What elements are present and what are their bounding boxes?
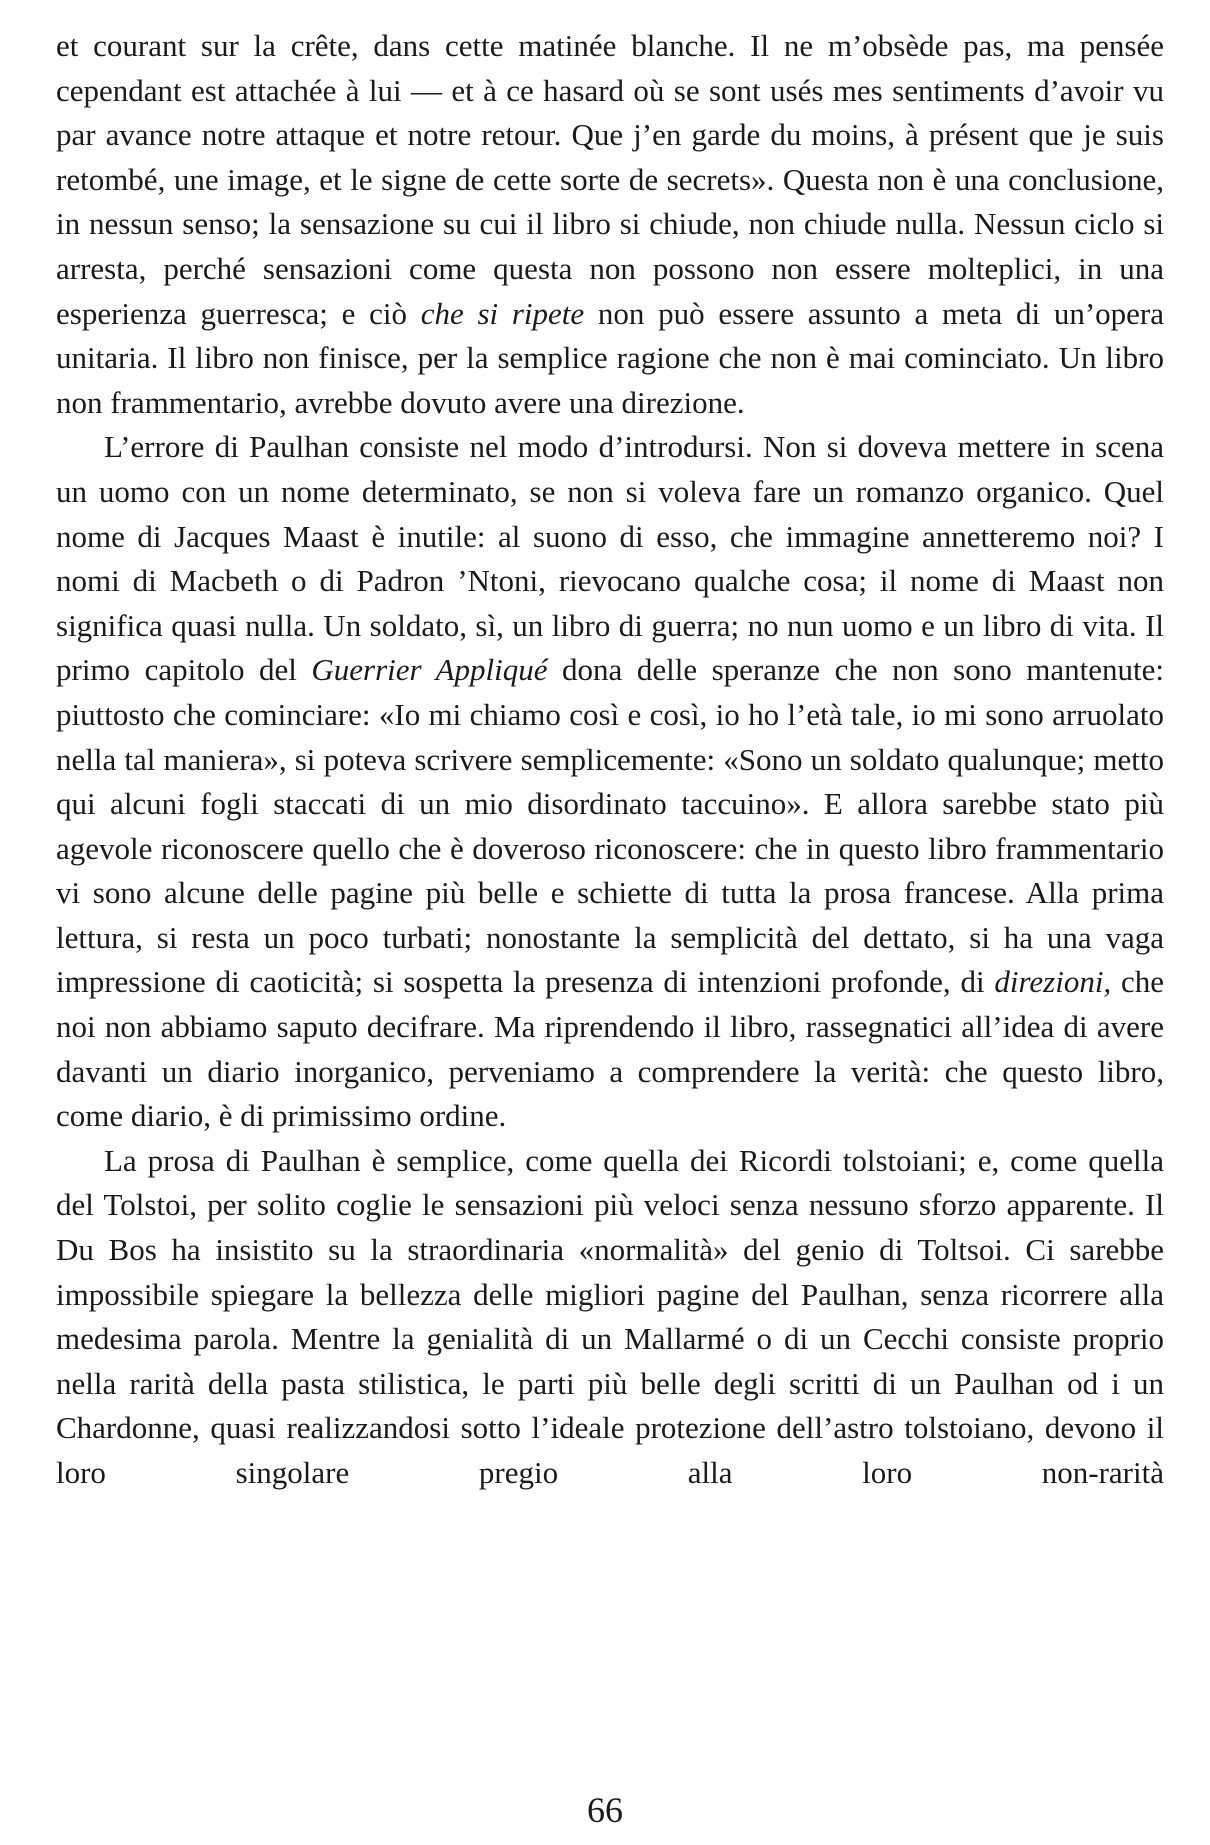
paragraph-1: [56, 24, 1164, 425]
paragraph-2-text-a: L’errore di Paulhan consiste nel modo d’introdursi. Non si doveva mettere in scena un uomo con un nome determinato, se non si voleva fare un romanzo organico. Quel nome di Jacques Maast è inutile: al suono di esso, che immagine annetteremo noi? I nomi di Macbeth o di Padron ’Ntoni, rievocano qualche cosa; il nome di Maast non significa quasi nulla. Un soldato, sì, un libro di guerra; no nun uomo e un libro di vita. Il primo capitolo del: [56, 429, 1164, 688]
paragraph-1-text-b: non può essere assunto a meta di un’opera unitaria. Il libro non finisce, per la semplice ragione che non è mai cominciato. Un libro non frammentario, avrebbe dovuto avere una direzione.: [56, 295, 1164, 420]
page-number: 66: [587, 1790, 623, 1830]
paragraph-1-italic-phrase: che si ripete: [420, 295, 585, 331]
paragraph-2-italic-word: direzioni,: [994, 964, 1112, 1000]
paragraph-2: [56, 425, 1164, 1139]
page-body: [56, 24, 1164, 1496]
paragraph-1-text-a: et courant sur la crête, dans cette matinée blanche. Il ne m’obsède pas, ma pensée cependant est attachée à lui — et à ce hasard où se sont usés mes sentiments d’avoir vu par avance notre attaque et notre retour. Que j’en garde du moins, à présent que je suis retombé, une image, et le signe de cette sorte de secrets». Questa non è una conclusione, in nessun senso; la sensazione su cui il libro si chiude, non chiude nulla. Nessun ciclo si arresta, perché sensazioni come questa non possono non essere molteplici, in una esperienza guerresca; e ciò: [56, 28, 1164, 331]
paragraph-2-book-title: Guerrier Appliqué: [311, 652, 548, 688]
paragraph-2-text-b: dona delle speranze che non sono mantenute: piuttosto che cominciare: «Io mi chiamo così e così, io ho l’età tale, io mi sono arruolato nella tal maniera», si poteva scrivere semplicemente: «Sono un soldato qualunque; metto qui alcuni fogli staccati di un mio disordinato taccuino». E allora sarebbe stato più agevole riconoscere quello che è doveroso riconoscere: che in questo libro frammentario vi sono alcune delle pagine più belle e schiette di tutta la prosa francese. Alla prima lettura, si resta un poco turbati; nonostante la semplicità del dettato, si ha una vaga impressione di caoticità; si sospetta la presenza di intenzioni profonde, di: [56, 652, 1164, 1000]
paragraph-2-text-c: che noi non abbiamo saputo decifrare. Ma riprendendo il libro, rassegnatici all’idea di avere davanti un diario inorganico, perveniamo a comprendere la verità: che questo libro, come diario, è di primissimo ordine.: [56, 964, 1164, 1134]
paragraph-3: [56, 1139, 1164, 1496]
paragraph-3-text: La prosa di Paulhan è semplice, come quella dei Ricordi tolstoiani; e, come quella del Tolstoi, per solito coglie le sensazioni più veloci senza nessuno sforzo apparente. Il Du Bos ha insistito su la straordinaria «normalità» del genio di Toltsoi. Ci sarebbe impossibile spiegare la bellezza delle migliori pagine del Paulhan, senza ricorrere alla medesima parola. Mentre la genialità di un Mallarmé o di un Cecchi consiste proprio nella rarità della pasta stilistica, le parti più belle degli scritti di un Paulhan od i un Chardonne, quasi realizzandosi sotto l’ideale protezione dell’astro tolstoiano, devono il loro singolare pregio alla loro non-rarità: [56, 1142, 1164, 1490]
